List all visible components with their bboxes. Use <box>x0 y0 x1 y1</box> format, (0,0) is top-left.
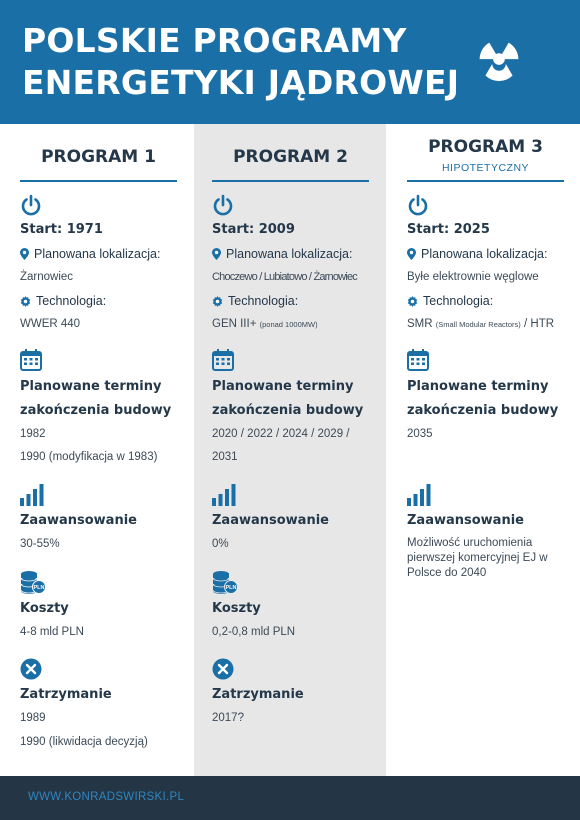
program2-costs: 0,2-0,8 mld PLN <box>212 626 296 638</box>
program1-progress-label: Zaawansowanie <box>20 513 137 528</box>
completion-heading-line1: Planowane terminy <box>212 379 354 394</box>
program3-technology-label <box>407 294 493 308</box>
completion-heading-line2: zakończenia budowy <box>20 403 172 418</box>
program3-progress-label: Zaawansowanie <box>407 513 524 528</box>
stop-x-icon <box>20 658 42 680</box>
program1-stopped-2: 1990 (likwidacja decyzją) <box>20 736 148 748</box>
coins-icon <box>212 571 238 595</box>
location-label-text: Planowana lokalizacja: <box>34 247 161 261</box>
program3-technology-main: SMR <box>407 318 433 330</box>
header-banner <box>0 0 580 124</box>
program2-title: PROGRAM 2 <box>233 147 348 167</box>
program2-technology-main: GEN III+ <box>212 318 257 330</box>
program3-progress: Możliwość uruchomienia pierwszej komercyjnej EJ w Polsce do 2040 <box>407 537 548 579</box>
program1-completion-1: 1982 <box>20 428 46 440</box>
program3-technology-tail: / HTR <box>524 318 555 330</box>
location-pin-icon <box>20 248 29 260</box>
program1-costs: 4-8 mld PLN <box>20 626 84 638</box>
page-title-line1: POLSKIE PROGRAMY <box>22 21 407 60</box>
coin-label: PLN <box>33 585 45 592</box>
program1-completion-2: 1990 (modyfikacja w 1983) <box>20 451 158 463</box>
radiation-icon <box>468 30 530 92</box>
program2-start: Start: 2009 <box>212 222 295 237</box>
program2-technology-label <box>212 294 298 308</box>
program3-title: PROGRAM 3 <box>428 137 543 157</box>
program2-completion-heading <box>212 375 363 423</box>
completion-heading-line1: Planowane terminy <box>407 379 549 394</box>
program1-column <box>20 124 200 776</box>
program3-divider <box>407 180 564 182</box>
program2-location: Choczewo / Lubiatowo / Żarnowiec <box>212 271 357 283</box>
program1-technology: WWER 440 <box>20 318 81 330</box>
program2-costs-label: Koszty <box>212 601 261 616</box>
program2-stopped-label: Zatrzymanie <box>212 687 304 702</box>
power-icon <box>407 194 429 216</box>
program1-costs-label: Koszty <box>20 601 69 616</box>
bar-chart-icon <box>212 484 236 506</box>
stop-x-icon <box>212 658 234 680</box>
technology-label-text: Technologia: <box>228 294 299 308</box>
coins-icon <box>20 571 46 595</box>
program2-completion-1: 2020 / 2022 / 2024 / 2029 / <box>212 428 350 440</box>
calendar-icon <box>407 349 429 371</box>
program1-location-label <box>20 247 160 261</box>
program2-technology-note: (ponad 1000MW) <box>259 320 318 329</box>
page-title <box>22 20 459 104</box>
program2-stopped-1: 2017? <box>212 712 244 724</box>
technology-label-text: Technologia: <box>423 294 494 308</box>
power-icon <box>212 194 234 216</box>
program2-progress-label: Zaawansowanie <box>212 513 329 528</box>
program2-technology <box>212 318 318 330</box>
program3-technology-note: (Small Modular Reactors) <box>435 320 521 329</box>
location-label-text: Planowana lokalizacja: <box>421 247 548 261</box>
gear-icon <box>212 296 223 307</box>
program3-start: Start: 2025 <box>407 222 490 237</box>
completion-heading-line2: zakończenia budowy <box>407 403 559 418</box>
gear-icon <box>407 296 418 307</box>
location-label-text: Planowana lokalizacja: <box>226 247 353 261</box>
footer <box>0 776 580 820</box>
program2-progress: 0% <box>212 538 229 550</box>
completion-heading-line2: zakończenia budowy <box>212 403 364 418</box>
location-pin-icon <box>407 248 416 260</box>
program2-completion-2: 2031 <box>212 451 238 463</box>
program3-technology <box>407 318 554 330</box>
coin-label: PLN <box>225 585 237 592</box>
program3-location: Byłe elektrownie węglowe <box>407 271 539 283</box>
location-pin-icon <box>212 248 221 260</box>
footer-url-link[interactable]: WWW.KONRADSWIRSKI.PL <box>28 791 185 803</box>
program3-completion-heading <box>407 375 558 423</box>
calendar-icon <box>20 349 42 371</box>
program1-stopped-1: 1989 <box>20 712 46 724</box>
program3-column <box>407 124 580 776</box>
program3-completion-1: 2035 <box>407 428 433 440</box>
program2-column <box>212 124 392 776</box>
program1-location: Żarnowiec <box>20 271 74 283</box>
program1-stopped-label: Zatrzymanie <box>20 687 112 702</box>
program2-divider <box>212 180 369 182</box>
program1-completion-heading <box>20 375 171 423</box>
program1-divider <box>20 180 177 182</box>
program3-location-label <box>407 247 547 261</box>
program1-technology-label <box>20 294 106 308</box>
bar-chart-icon <box>20 484 44 506</box>
page-title-line2: ENERGETYKI JĄDROWEJ <box>22 63 460 102</box>
power-icon <box>20 194 42 216</box>
calendar-icon <box>212 349 234 371</box>
bar-chart-icon <box>407 484 431 506</box>
completion-heading-line1: Planowane terminy <box>20 379 162 394</box>
program1-title: PROGRAM 1 <box>41 147 156 167</box>
gear-icon <box>20 296 31 307</box>
technology-label-text: Technologia: <box>36 294 107 308</box>
program2-location-label <box>212 247 352 261</box>
program3-subtitle: HIPOTETYCZNY <box>441 162 530 174</box>
program1-progress: 30-55% <box>20 538 60 550</box>
program1-start: Start: 1971 <box>20 222 103 237</box>
